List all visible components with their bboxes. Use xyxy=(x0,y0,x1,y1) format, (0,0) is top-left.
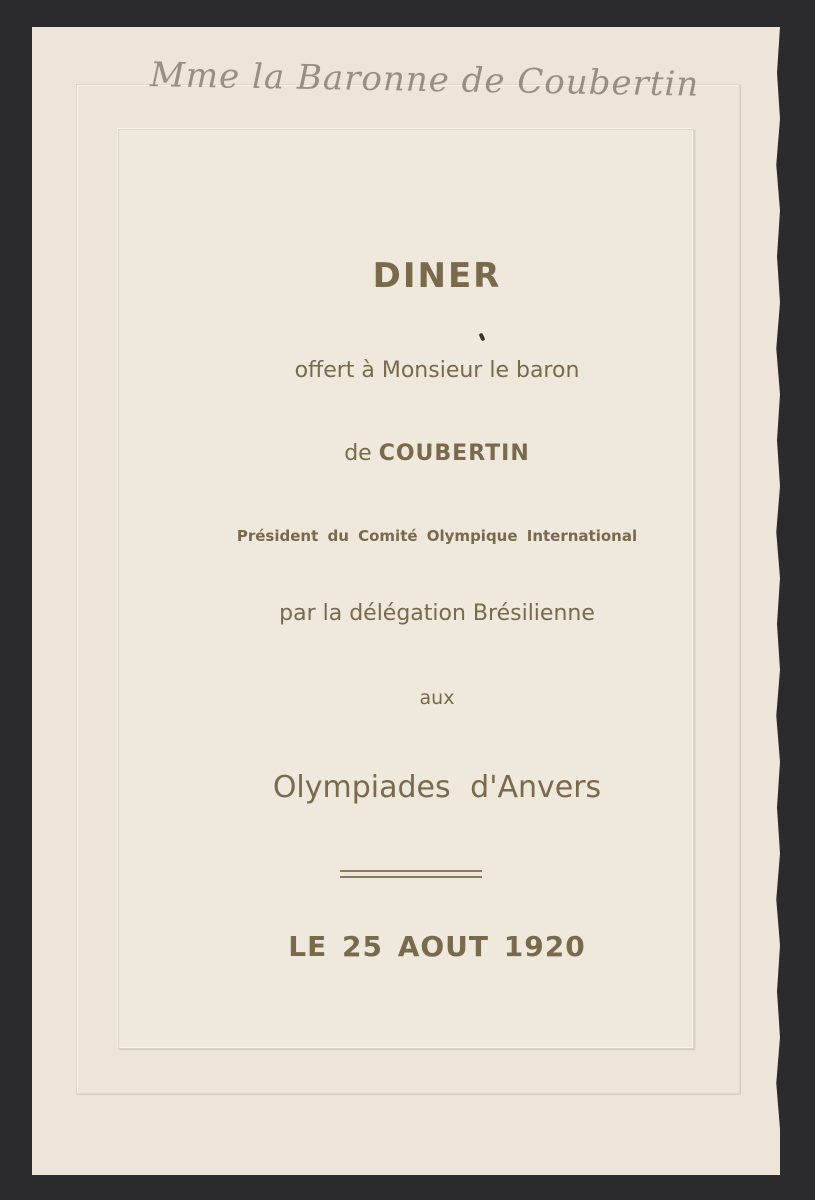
event-line: Olympiades d'Anvers xyxy=(272,770,602,805)
card-title: DINER xyxy=(372,256,502,296)
honoree-line xyxy=(150,441,724,466)
divider-rule-bottom xyxy=(340,876,482,878)
delegation-line: par la délégation Brésilienne xyxy=(279,601,595,626)
handwritten-note: Mme la Baronne de Coubertin xyxy=(149,55,700,105)
aux-line: aux xyxy=(419,687,455,709)
divider-rule-top xyxy=(340,870,482,872)
de-prefix: de xyxy=(344,441,372,466)
president-line: Président du Comité Olympique International xyxy=(236,527,638,545)
honoree-name: COUBERTIN xyxy=(378,441,530,466)
offert-line: offert à Monsieur le baron xyxy=(294,358,580,383)
date-line: LE 25 AOUT 1920 xyxy=(288,930,586,963)
